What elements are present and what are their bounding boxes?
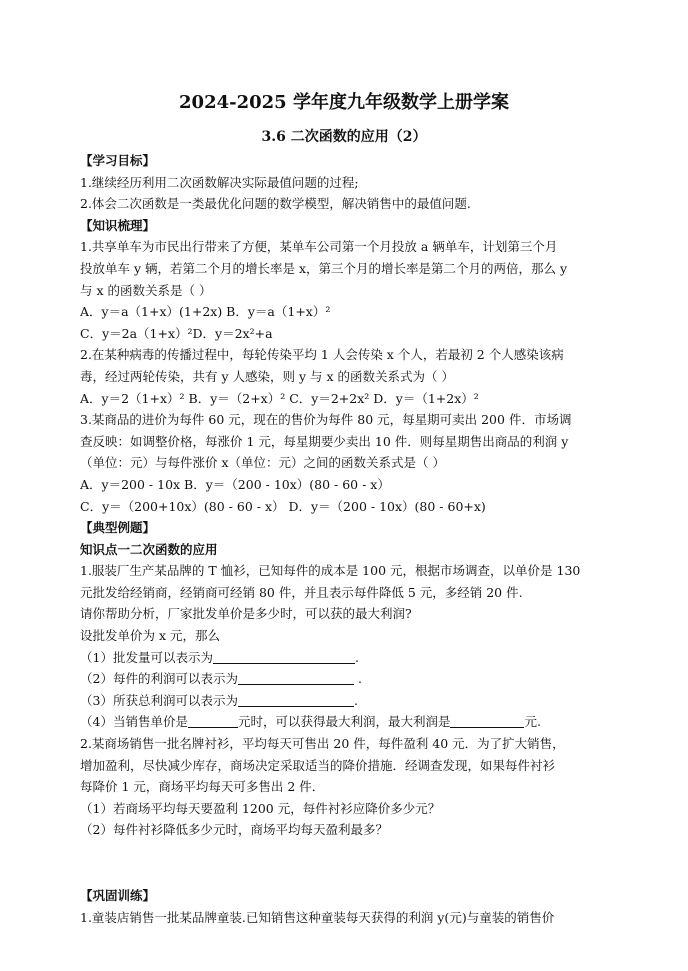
review-option: A．y＝a（1+x）(1+2x) B．y＝a（1+x）² — [80, 304, 331, 320]
example1-part-3 — [80, 690, 620, 712]
review-line: （单位：元）与每件涨价 x（单位：元）之间的函数关系式是（ ） — [80, 455, 445, 471]
goal-item: 2.体会二次函数是一类最优化问题的数学模型，解决销售中的最值问题. — [80, 196, 471, 212]
knowledge-point-title: 知识点一二次函数的应用 — [80, 541, 218, 557]
example2-line: 2.某商场销售一批名牌衬衫，平均每天可售出 20 件，每件盈利 40 元．为了扩大销售， — [80, 736, 565, 752]
example1-line: 1.服装厂生产某品牌的 T 恤衫，已知每件的成本是 100 元，根据市场调查，以单价是 130 — [80, 563, 581, 579]
example1-line: 设批发单价为 x 元，那么 — [80, 628, 220, 644]
answer-blank[interactable] — [188, 713, 238, 728]
example1-part-2 — [80, 668, 620, 690]
example2-line: 每降价 1 元，商场平均每天可多售出 2 件． — [80, 779, 325, 795]
answer-blank[interactable] — [213, 649, 355, 664]
examples-heading: 【典型例题】 — [80, 520, 156, 536]
review-line: 投放单车 y 辆，若第二个月的增长率是 x，第三个月的增长率是第二个月的两倍，那么 y — [80, 260, 568, 276]
review-line: 1.共享单车为市民出行带来了方便，某单车公司第一个月投放 a 辆单车，计划第三个月 — [80, 239, 558, 255]
example1-line: 请你帮助分析，厂家批发单价是多少时，可以获的最大利润? — [80, 606, 412, 622]
review-line: 与 x 的函数关系是（ ） — [80, 282, 212, 298]
review-line: 毒，经过两轮传染，共有 y 人感染，则 y 与 x 的函数关系式为（ ） — [80, 368, 454, 384]
answer-blank[interactable] — [450, 713, 524, 728]
example2-line: 增加盈利，尽快减少库存，商场决定采取适当的降价措施．经调查发现，如果每件衬衫 — [80, 757, 556, 773]
example2-subquestion: （1）若商场平均每天要盈利 1200 元，每件衬衫应降价多少元？ — [80, 800, 441, 816]
review-option: A．y＝2（1+x）² B．y＝（2+x）² C．y＝2+2x² D．y＝（1+2x）² — [80, 390, 479, 406]
part-end: . — [353, 671, 362, 687]
review-option: C．y＝（200+10x）(80 - 60 - x） D．y＝（200 - 10x）(80 - 60+x) — [80, 498, 486, 514]
example1-part-1 — [80, 647, 620, 669]
answer-blank[interactable] — [238, 670, 354, 685]
lesson-subtitle: 3.6 二次函数的应用（2） — [261, 129, 427, 145]
part-end: . — [353, 692, 358, 708]
answer-blank[interactable] — [238, 692, 354, 707]
example1-part-4 — [80, 711, 620, 733]
practice-heading: 【巩固训练】 — [80, 888, 156, 903]
review-line: 查反映：如调整价格，每涨价 1 元，每星期要少卖出 10 件．则每星期售出商品的利润 y — [80, 433, 569, 449]
part-label: （4）当销售单价是 — [80, 714, 188, 730]
goals-heading: 【学习目标】 — [80, 153, 156, 168]
review-line: 2.在某种病毒的传播过程中，每轮传染平均 1 人会传染 x 个人，若最初 2 个人感染该病 — [80, 347, 564, 363]
part-label: （3）所获总利润可以表示为 — [80, 692, 238, 708]
part-end: 元. — [524, 714, 541, 730]
part-end: . — [354, 649, 359, 665]
part-label: （1）批发量可以表示为 — [80, 649, 213, 665]
page-title: 2024-2025 学年度九年级数学上册学案 — [179, 92, 509, 113]
worksheet-content — [80, 150, 620, 928]
part-middle: 元时，可以获得最大利润，最大利润是 — [237, 714, 451, 730]
example2-subquestion: （2）每件衬衫降低多少元时，商场平均每天盈利最多？ — [80, 822, 388, 838]
review-heading: 【知识梳理】 — [80, 217, 156, 233]
practice-line: 1.童装店销售一批某品牌童装.已知销售这种童装每天获得的利润 y(元)与童装的销售价 — [80, 909, 555, 925]
goal-item: 1.继续经历利用二次函数解决实际最值问题的过程; — [80, 174, 359, 190]
part-label: （2）每件的利润可以表示为 — [80, 671, 238, 687]
answer-space — [80, 841, 620, 885]
review-option: A．y＝200 - 10x B．y＝（200 - 10x）(80 - 60 - x） — [80, 476, 390, 492]
example1-line: 元批发给经销商，经销商可经销 80 件，并且表示每件降低 5 元，多经销 20 件. — [80, 584, 523, 600]
review-option: C．y＝2a（1+x）²D．y＝2x²+a — [80, 325, 273, 341]
review-line: 3.某商品的进价为每件 60 元，现在的售价为每件 80 元，每星期可卖出 200 件．市场调 — [80, 412, 572, 428]
